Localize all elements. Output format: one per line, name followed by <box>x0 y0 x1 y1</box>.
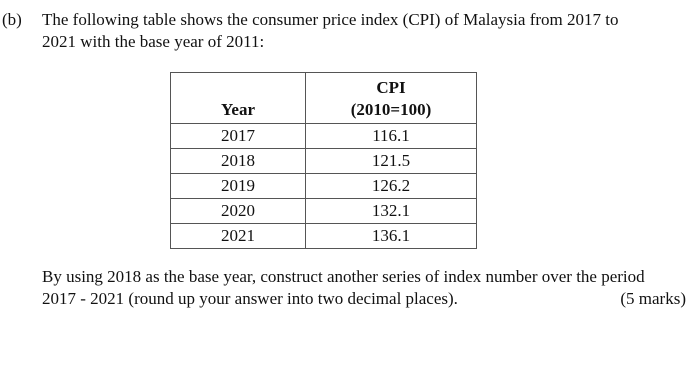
question-label: (b) <box>2 10 22 29</box>
year-cell: 2019 <box>171 174 306 199</box>
table-row <box>171 124 477 149</box>
table-row <box>171 199 477 224</box>
intro-line-2: 2021 with the base year of 2011: <box>42 32 265 51</box>
header-year: Year <box>171 73 306 124</box>
intro-line-1: The following table shows the consumer price index (CPI) of Malaysia from 2017 to <box>42 10 619 29</box>
question-intro <box>42 9 692 53</box>
header-cpi-base: (2010=100) <box>350 100 432 119</box>
cpi-cell: 132.1 <box>306 199 477 224</box>
table-row <box>171 224 477 249</box>
task-line-2-wrap <box>42 288 692 310</box>
cpi-table <box>170 72 477 249</box>
table-header-row <box>171 73 477 124</box>
table-row <box>171 149 477 174</box>
year-cell: 2021 <box>171 224 306 249</box>
cpi-cell: 116.1 <box>306 124 477 149</box>
table-row <box>171 174 477 199</box>
task-instructions <box>42 266 692 310</box>
year-cell: 2017 <box>171 124 306 149</box>
cpi-cell: 121.5 <box>306 149 477 174</box>
marks-label: (5 marks) <box>620 289 686 308</box>
header-cpi <box>306 73 477 124</box>
header-cpi-title: CPI <box>376 78 406 97</box>
cpi-cell: 136.1 <box>306 224 477 249</box>
year-cell: 2020 <box>171 199 306 224</box>
year-cell: 2018 <box>171 149 306 174</box>
task-line-2: 2017 - 2021 (round up your answer into two decimal places). <box>42 289 458 308</box>
task-line-1: By using 2018 as the base year, construct another series of index number over the period <box>42 267 645 286</box>
cpi-cell: 126.2 <box>306 174 477 199</box>
